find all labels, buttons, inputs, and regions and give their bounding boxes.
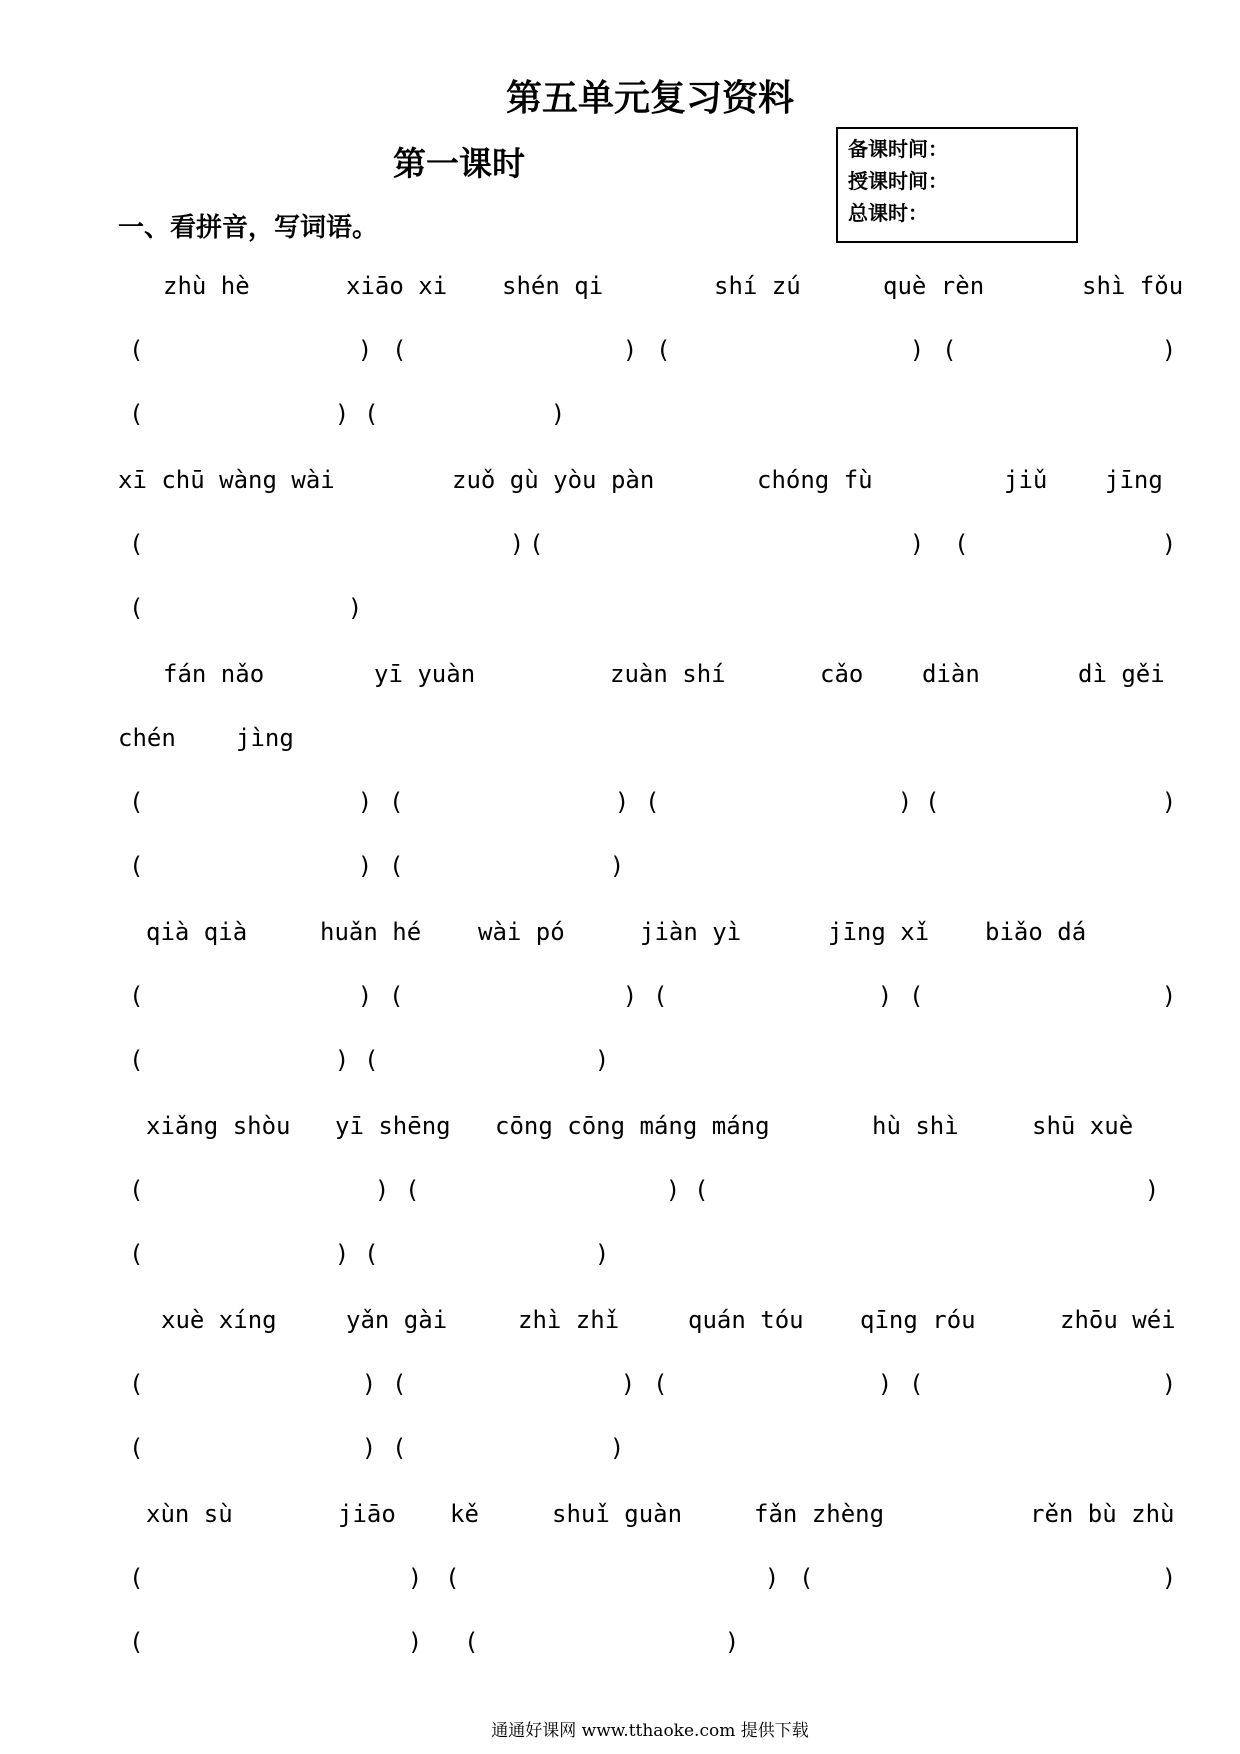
pinyin-item: kě	[450, 1500, 479, 1528]
answer-blank-open: (	[928, 788, 938, 816]
answer-blank-close: )	[1164, 530, 1174, 558]
answer-blank-open: (	[448, 1564, 458, 1592]
teach-time-label: 授课时间：	[848, 169, 948, 193]
total-periods-label: 总课时：	[848, 201, 928, 225]
answer-blank-close: )	[1147, 1176, 1157, 1204]
answer-blank-open: (	[132, 1628, 142, 1656]
lesson-title: 第一课时	[393, 144, 525, 183]
pinyin-item: dì gěi	[1078, 660, 1165, 688]
answer-blank-open: (	[132, 1240, 142, 1268]
answer-blank-close: )	[410, 1628, 420, 1656]
answer-blank-open: (	[659, 336, 669, 364]
answer-blank-open: (	[132, 788, 142, 816]
pinyin-item: jiàn yì	[640, 918, 742, 946]
answer-blank-close: )	[360, 982, 370, 1010]
answer-blank-open: (	[395, 336, 405, 364]
pinyin-item: shì fǒu	[1082, 272, 1184, 300]
answer-blank-close: )	[912, 530, 922, 558]
answer-blank-open: (	[132, 1564, 142, 1592]
pinyin-item: diàn	[922, 660, 980, 688]
answer-blank-close: )	[360, 852, 370, 880]
answer-blank-close: )	[597, 1046, 607, 1074]
pinyin-item: zuàn shí	[610, 660, 726, 688]
pinyin-item: yǎn gài	[346, 1306, 448, 1334]
pinyin-item: zuǒ gù yòu pàn	[452, 466, 655, 494]
answer-blank-open: (	[408, 1176, 418, 1204]
answer-blank-close: )	[1164, 1564, 1174, 1592]
lesson-info-box	[836, 127, 1078, 243]
answer-blank-open: (	[132, 982, 142, 1010]
answer-blank-close: )	[880, 982, 890, 1010]
pinyin-item: jìng	[236, 724, 294, 752]
pinyin-item: fán nǎo	[163, 660, 265, 688]
pinyin-item: shí zú	[714, 272, 801, 300]
answer-blank-open: (	[467, 1628, 477, 1656]
answer-blank-close: )	[727, 1628, 737, 1656]
answer-blank-close: )	[410, 1564, 420, 1592]
pinyin-item: zhù hè	[163, 272, 250, 300]
pinyin-item: fǎn zhèng	[754, 1500, 885, 1528]
answer-blank-close: )	[668, 1176, 678, 1204]
answer-blank-open: (	[912, 1370, 922, 1398]
answer-blank-open: (	[802, 1564, 812, 1592]
answer-blank-open: (	[132, 336, 142, 364]
footer-credit: 通通好课网 www.tthaoke.com 提供下载	[491, 1721, 809, 1741]
pinyin-item: huǎn hé	[320, 918, 422, 946]
pinyin-item: rěn bù zhù	[1030, 1500, 1175, 1528]
pinyin-item: zhì zhǐ	[518, 1306, 620, 1334]
pinyin-item: quán tóu	[688, 1306, 804, 1334]
pinyin-item: wài pó	[478, 918, 565, 946]
pinyin-item: cōng cōng máng máng	[495, 1112, 770, 1140]
answer-blank-open: (	[367, 1240, 377, 1268]
answer-blank-close: )	[350, 594, 360, 622]
answer-blank-open: (	[392, 788, 402, 816]
pinyin-item: xiāo xi	[346, 272, 448, 300]
answer-blank-close: )	[364, 1370, 374, 1398]
answer-blank-close: )	[360, 788, 370, 816]
pinyin-item: xiǎng shòu	[146, 1112, 291, 1140]
answer-blank-close: )	[617, 788, 627, 816]
answer-blank-open: (	[132, 1176, 142, 1204]
answer-blank-open: (	[392, 982, 402, 1010]
pinyin-item: yī shēng	[335, 1112, 451, 1140]
pinyin-item: jīng	[1105, 466, 1163, 494]
answer-blank-open: (	[395, 1370, 405, 1398]
answer-blank-close: )	[1164, 1370, 1174, 1398]
answer-blank-close: )	[612, 1434, 622, 1462]
pinyin-item: jiǔ	[1004, 466, 1048, 494]
answer-blank-open: (	[945, 336, 955, 364]
answer-blank-close: )	[337, 400, 347, 428]
pinyin-item: yī yuàn	[374, 660, 476, 688]
answer-blank-close: )	[912, 336, 922, 364]
answer-blank-close: )	[553, 400, 563, 428]
answer-blank-close: )	[623, 1370, 633, 1398]
answer-blank-close: )	[364, 1434, 374, 1462]
answer-blank-close: )	[767, 1564, 777, 1592]
answer-blank-close: )	[625, 982, 635, 1010]
pinyin-item: zhōu wéi	[1060, 1306, 1176, 1334]
answer-blank-open: (	[392, 852, 402, 880]
answer-blank-open: (	[656, 982, 666, 1010]
pinyin-item: chén	[118, 724, 176, 752]
answer-blank-open: (	[132, 594, 142, 622]
pinyin-item: biǎo dá	[985, 918, 1087, 946]
pinyin-item: hù shì	[872, 1112, 959, 1140]
answer-blank-open: (	[912, 982, 922, 1010]
answer-blank-open: (	[132, 852, 142, 880]
pinyin-item: chóng fù	[757, 466, 873, 494]
page-title: 第五单元复习资料	[505, 78, 794, 119]
answer-blank-open: (	[532, 530, 542, 558]
pinyin-item: qīng róu	[860, 1306, 976, 1334]
pinyin-item: què rèn	[883, 272, 985, 300]
answer-blank-close: )	[377, 1176, 387, 1204]
answer-blank-open: (	[132, 1046, 142, 1074]
pinyin-item: shuǐ guàn	[552, 1500, 683, 1528]
pinyin-item: xī chū wàng wài	[118, 466, 335, 494]
answer-blank-close: )	[612, 852, 622, 880]
answer-blank-close: )	[625, 336, 635, 364]
prep-time-label: 备课时间：	[848, 137, 948, 161]
answer-blank-open: (	[132, 1370, 142, 1398]
answer-blank-close: )	[360, 336, 370, 364]
answer-blank-open: (	[367, 400, 377, 428]
answer-blank-close: )	[1164, 982, 1174, 1010]
answer-blank-close: )	[1164, 336, 1174, 364]
answer-blank-open: (	[957, 530, 967, 558]
pinyin-item: jīng xǐ	[828, 918, 930, 946]
pinyin-item: cǎo	[820, 660, 864, 688]
answer-blank-open: (	[395, 1434, 405, 1462]
pinyin-item: xùn sù	[146, 1500, 233, 1528]
pinyin-item: xuè xíng	[161, 1306, 277, 1334]
pinyin-item: shū xuè	[1032, 1112, 1134, 1140]
pinyin-item: shén qi	[502, 272, 604, 300]
answer-blank-open: (	[132, 530, 142, 558]
answer-blank-open: (	[367, 1046, 377, 1074]
answer-blank-open: (	[132, 1434, 142, 1462]
pinyin-item: qià qià	[146, 918, 248, 946]
answer-blank-close: )	[337, 1240, 347, 1268]
pinyin-item: jiāo	[338, 1500, 396, 1528]
answer-blank-open: (	[132, 400, 142, 428]
answer-blank-close: )	[900, 788, 910, 816]
answer-blank-close: )	[597, 1240, 607, 1268]
answer-blank-close: )	[512, 530, 522, 558]
answer-blank-close: )	[880, 1370, 890, 1398]
section-heading: 一、看拼音，写词语。	[118, 213, 379, 243]
answer-blank-open: (	[656, 1370, 666, 1398]
answer-blank-close: )	[1164, 788, 1174, 816]
answer-blank-open: (	[697, 1176, 707, 1204]
answer-blank-close: )	[337, 1046, 347, 1074]
answer-blank-open: (	[648, 788, 658, 816]
